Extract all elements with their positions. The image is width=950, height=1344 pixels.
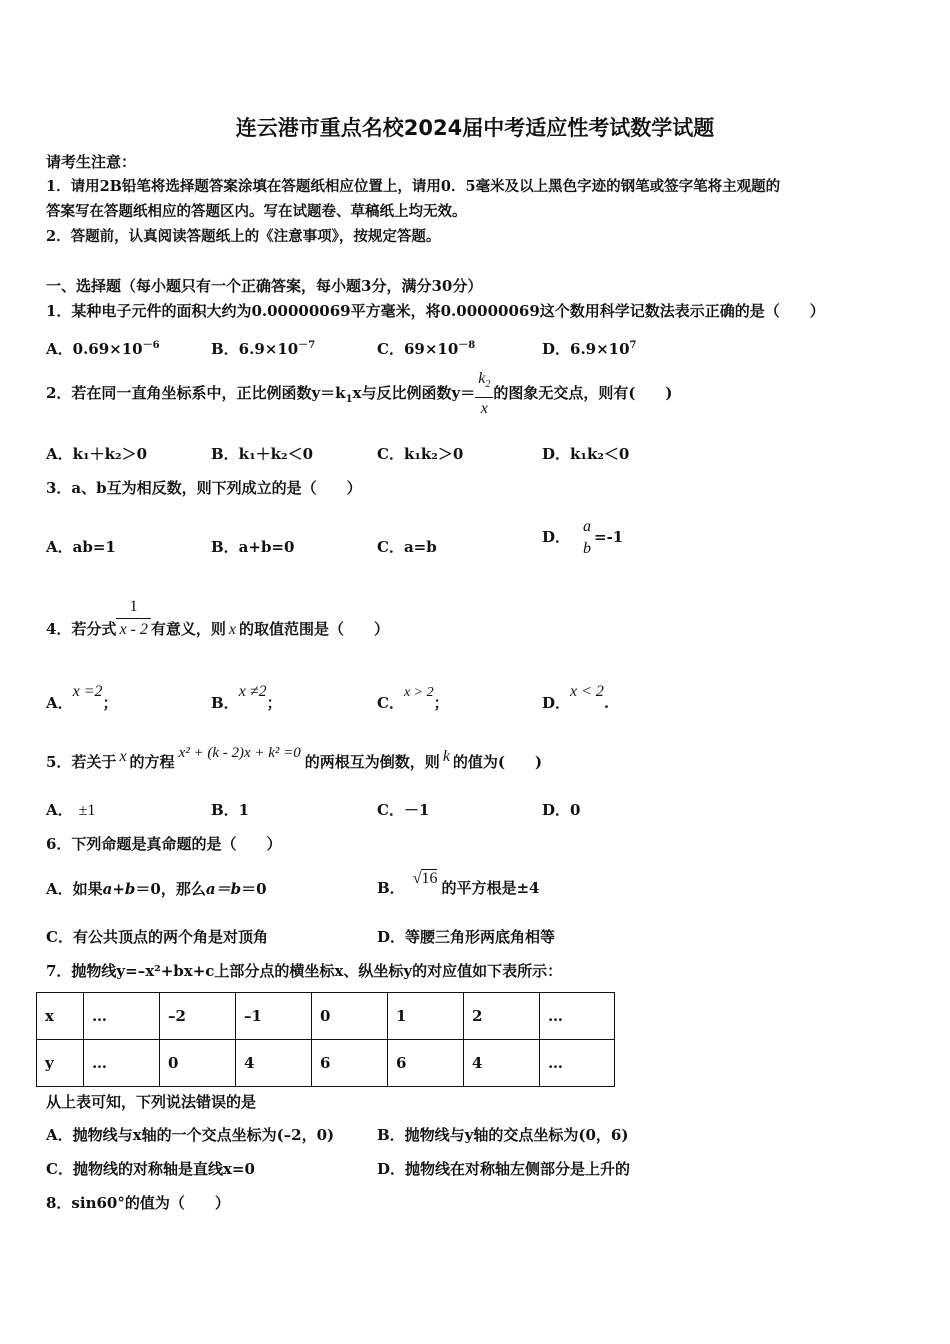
notice-line-1: 1．请用2B铅笔将选择题答案涂填在答题纸相应位置上，请用0．5毫米及以上黑色字迹的钢笔或签字笔将主观题的 <box>46 178 781 195</box>
q1-option-c: C．$69\times 10^{-8}$ <box>377 340 476 358</box>
q2-option-d: D．k₁k₂＜0 <box>542 445 630 463</box>
question-6-stem: 6．下列命题是真命题的是（ ） <box>46 835 282 853</box>
table-cell: –1 <box>236 993 312 1040</box>
table-cell: … <box>540 993 615 1040</box>
q2-fraction: $\frac{k_2}{x}$ <box>475 368 493 419</box>
table-cell: 1 <box>388 993 464 1040</box>
question-3-stem: 3．a、b互为相反数，则下列成立的是（ ） <box>46 479 362 497</box>
q4-fraction: $\frac{1}{x - 2}$ <box>116 596 150 641</box>
q5-option-d: D．0 <box>542 801 581 819</box>
question-1-stem: 1．某种电子元件的面积大约为0.00000069平方毫米，将0.00000069这个数用科学记数法表示正确的是（ ） <box>46 302 825 320</box>
q6-option-b: B．√16的平方根是±4 <box>377 870 540 897</box>
table-cell: y <box>37 1040 84 1087</box>
q6-sqrt: √16 <box>412 870 438 887</box>
q6-option-a: A．如果a+b＝0，那么a＝b＝0 <box>46 880 267 898</box>
q5-option-c: C．－1 <box>377 801 430 819</box>
q1-option-b: B．$6.9\times 10^{-7}$ <box>211 340 316 358</box>
q6-option-c: C．有公共顶点的两个角是对顶角 <box>46 928 268 946</box>
q5-option-a: A． ±1 <box>46 801 96 819</box>
q7-follow-up: 从上表可知，下列说法错误的是 <box>46 1093 257 1111</box>
question-8-stem: 8．sin60°的值为（ ） <box>46 1194 230 1212</box>
section-heading: 一、选择题（每小题只有一个正确答案，每小题3分，满分30分） <box>46 277 483 295</box>
question-4-stem: 4．若分式 $\frac{1}{x - 2}$ 有意义，则 x 的取值范围是（ ） <box>46 594 389 665</box>
q5-option-b: B．1 <box>211 801 250 819</box>
table-cell: … <box>84 993 160 1040</box>
q3-option-c: C．a=b <box>377 538 437 556</box>
q2-option-b: B．k₁＋k₂＜0 <box>211 445 314 463</box>
q3-option-a: A．ab=1 <box>46 538 116 556</box>
table-cell: 0 <box>160 1040 236 1087</box>
table-cell: x <box>37 993 84 1040</box>
notice-line-2: 2．答题前，认真阅读答题纸上的《注意事项》，按规定答题。 <box>46 228 441 245</box>
q2-option-a: A．k₁＋k₂＞0 <box>46 445 148 463</box>
table-cell: –2 <box>160 993 236 1040</box>
q3-option-d: D． a b =-1 <box>542 518 624 557</box>
q4-option-a: A．x =2； <box>46 683 118 712</box>
q4-option-b: B．x ≠2； <box>211 683 282 712</box>
table-cell: 6 <box>388 1040 464 1087</box>
table-row <box>37 1040 615 1087</box>
q4-option-c: C．x > 2； <box>377 685 449 712</box>
table-cell: … <box>84 1040 160 1087</box>
q2-option-c: C．k₁k₂＞0 <box>377 445 464 463</box>
q1-option-a: A．$0.69\times 10^{-6}$ <box>46 340 160 358</box>
question-7-stem: 7．抛物线y=–x²+bx+c上部分点的横坐标x、纵坐标y的对应值如下表所示： <box>46 962 563 980</box>
q4-option-d: D．x < 2. <box>542 683 610 712</box>
page-title: 连云港市重点名校2024届中考适应性考试数学试题 <box>235 116 715 140</box>
table-cell: 0 <box>312 993 388 1040</box>
notice-heading: 请考生注意： <box>46 153 137 171</box>
q7-option-c: C．抛物线的对称轴是直线x=0 <box>46 1160 255 1178</box>
q7-option-b: B．抛物线与y轴的交点坐标为(0，6) <box>377 1126 629 1144</box>
values-table <box>36 992 615 1087</box>
table-cell: 4 <box>464 1040 540 1087</box>
q7-option-a: A．抛物线与x轴的一个交点坐标为(–2，0) <box>46 1126 335 1144</box>
q3-option-b: B．a+b=0 <box>211 538 295 556</box>
question-5-stem: 5．若关于 x 的方程 x² + (k - 2)x + k² =0 的两根互为倒数，则 k 的值为( ) <box>46 745 543 771</box>
q6-option-d: D．等腰三角形两底角相等 <box>377 928 556 946</box>
q5-equation: x² + (k - 2)x + k² =0 <box>178 745 301 761</box>
table-cell: 4 <box>236 1040 312 1087</box>
table-cell: 2 <box>464 993 540 1040</box>
q1-option-d: D．$6.9\times 10^7$ <box>542 340 637 358</box>
notice-line-1b: 答案写在答题纸相应的答题区内。写在试题卷、草稿纸上均无效。 <box>46 203 467 220</box>
q7-option-d: D．抛物线在对称轴左侧部分是上升的 <box>377 1160 631 1178</box>
table-cell: 6 <box>312 1040 388 1087</box>
question-2-stem: 2．若在同一直角坐标系中，正比例函数$y=k_1x$与反比例函数y＝ $\frac{k_2}{x}$ 的图象无交点，则有( ) <box>46 368 673 425</box>
table-cell: … <box>540 1040 615 1087</box>
table-row <box>37 993 615 1040</box>
